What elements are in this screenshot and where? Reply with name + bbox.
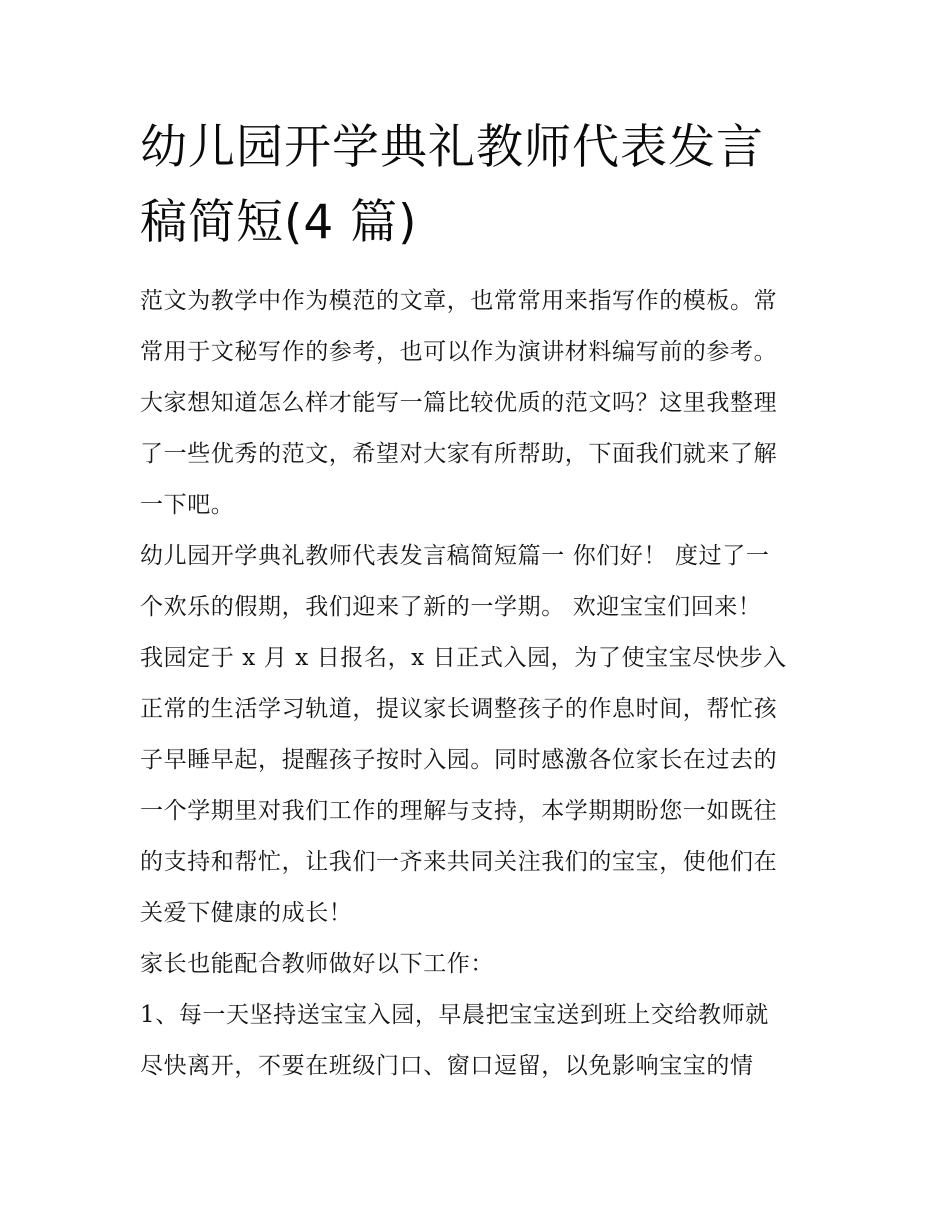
text-line: 幼儿园开学典礼教师代表发言稿简短篇一 你们好！ 度过了一 xyxy=(140,543,770,569)
text-line: 子早睡早起，提醒孩子按时入园。同时感激各位家长在过去的 xyxy=(140,747,778,773)
text-line: 尽快离开，不要在班级门口、窗口逗留，以免影响宝宝的情 xyxy=(140,1053,754,1079)
text-line: 一下吧。 xyxy=(140,492,235,518)
title-line-2: 稿简短(4 篇) xyxy=(140,195,418,250)
document-title xyxy=(140,110,820,260)
text-line: 范文为教学中作为模范的文章，也常常用来指写作的模板。常 xyxy=(140,288,778,314)
text-line: 的支持和帮忙，让我们一齐来共同关注我们的宝宝，使他们在 xyxy=(140,849,778,875)
text-line: 我园定于 x 月 x 日报名，x 日正式入园，为了使宝宝尽快步入 xyxy=(140,645,787,671)
text-line: 个欢乐的假期，我们迎来了新的一学期。 欢迎宝宝们回来！ xyxy=(140,594,762,620)
text-line: 正常的生活学习轨道，提议家长调整孩子的作息时间，帮忙孩 xyxy=(140,696,778,722)
text-line: 一个学期里对我们工作的理解与支持，本学期期盼您一如既往 xyxy=(140,798,778,824)
text-line: 了一些优秀的范文，希望对大家有所帮助，下面我们就来了解 xyxy=(140,441,778,467)
text-line: 关爱下健康的成长！ xyxy=(140,900,353,926)
title-line-1: 幼儿园开学典礼教师代表发言 xyxy=(140,120,764,175)
document-body xyxy=(140,276,820,1092)
text-line: 常用于文秘写作的参考，也可以作为演讲材料编写前的参考。 xyxy=(140,339,778,365)
text-line: 大家想知道怎么样才能写一篇比较优质的范文吗？这里我整理 xyxy=(140,390,778,416)
text-line: 1、每一天坚持送宝宝入园，早晨把宝宝送到班上交给教师就 xyxy=(140,1002,769,1028)
text-line: 家长也能配合教师做好以下工作： xyxy=(140,951,494,977)
